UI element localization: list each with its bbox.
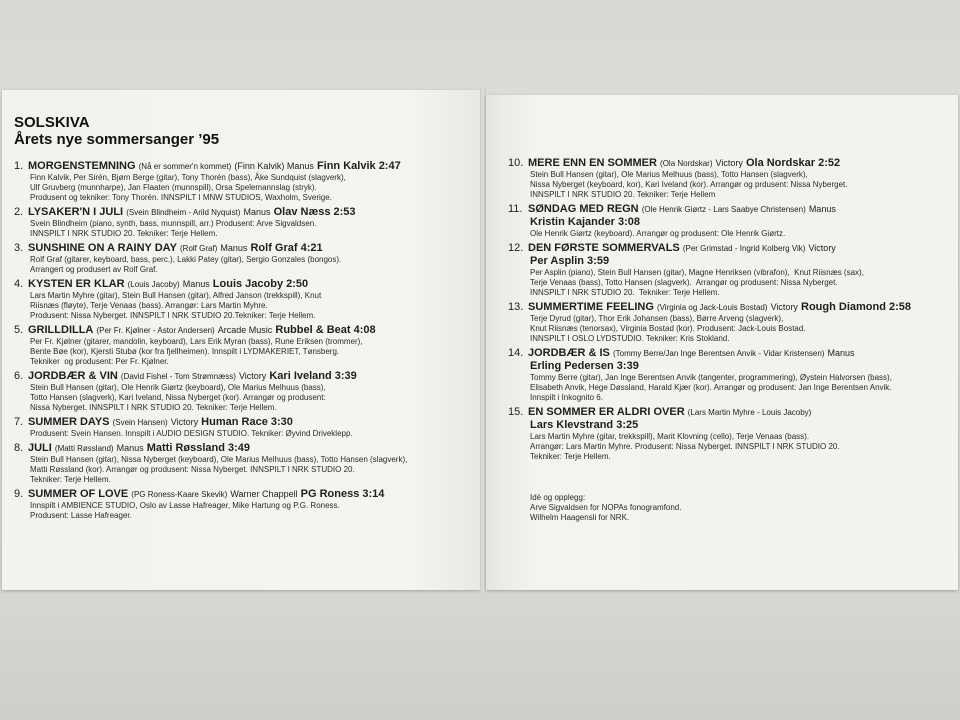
track-entry [14,324,474,367]
track-title: DEN FØRSTE SOMMERVALS [528,242,680,254]
track-number: 6. [14,370,24,382]
track-publisher: Manus [116,443,144,453]
track-list-left [14,160,474,524]
track-number: 9. [14,488,24,500]
track-entry [14,416,474,439]
track-title: JORDBÆR & VIN [28,370,118,382]
track-writers: (Virginia og Jack-Louis Bostad) [656,303,768,312]
track-duration: 3:39 [334,370,357,382]
track-heading [508,242,958,255]
track-publisher: Manus [808,204,836,214]
booklet-left-page [2,90,480,590]
booklet-right-page [486,95,958,590]
track-number: 15. [508,406,524,418]
track-duration: 4:21 [300,242,323,254]
track-entry [14,442,474,485]
track-writers: (Lars Martin Myhre - Louis Jacoby) [687,408,812,417]
track-credits: Stein Bull Hansen (gitar), Nissa Nyberget (keyboard), Ole Marius Melhuus (bass), Totto Hansen (slagverk), Matti Røssland (kor). Arrangør og produsent: Nissa Nyberget. INNSPILT I NRK STUDIO 20. Tekniker: Terje Hellem. [30,455,408,484]
track-publisher: Victory [238,371,267,381]
track-writers: (Per Fr. Kjølner - Astor Andersen) [96,326,215,335]
track-credits: Svein Blindheim (piano, synth, bass, munnspill, arr.) Produsent: Arve Sigvaldsen. INNSPILT I NRK STUDIO 20. Tekniker: Terje Hellem. [30,219,317,238]
album-title [14,114,219,148]
track-writers: (Matti Røssland) [54,444,114,453]
track-credits: Lars Martin Myhre (gitar), Stein Bull Hansen (gitar), Alfred Janson (trekkspill), Knut Riisnæs (fløyte), Terje Venaas (bass). Arrangør: Lars Martin Myhre. Produsent: Nissa Nyberget. INNSPILT I NRK STUDIO 20.Tekniker: Terje Hellem. [30,291,322,320]
track-credits: Rolf Graf (gitarer, keyboard, bass, perc.), Lakki Patey (gitar), Sergio Gonzales (bongos). Arrangert og produsert av Rolf Graf. [30,255,342,274]
track-heading [14,370,474,383]
track-entry [14,160,474,203]
track-entry [14,488,474,521]
track-entry [14,242,474,275]
track-artist-line: Kristin Kajander 3:08 [530,216,641,228]
track-entry [508,406,958,462]
track-duration: 4:08 [353,324,376,336]
track-duration: 3:14 [362,488,385,500]
track-publisher: Arcade Music [217,325,273,335]
track-credits: Per Asplin (piano), Stein Bull Hansen (gitar), Magne Henriksen (vibrafon), Knut Riisnæs (sax), Terje Venaas (bass), Totto Hansen (slagverk). Arrangør og produsent: Nissa Nyberget. INNSPILT I NRK STUDIO 20. Tekniker: Terje Hellem. [530,268,864,297]
track-number: 3. [14,242,24,254]
track-credits: Tommy Berre (gitar), Jan Inge Berentsen Anvik (tangenter, programmering), Øystein Halvorsen (bass), Elisabeth Anvik, Hege Døssland, Harald Kjær (kor). Arrangør og produsent: Jan Inge Berentsen Anvik. Innspilt i Inkognito 6. [530,373,892,402]
track-heading [14,206,474,219]
track-artist: Olav Næss [273,206,331,218]
track-title: KYSTEN ER KLAR [28,278,125,290]
track-credits: Per Fr. Kjølner (gitarer, mandolin, keyboard), Lars Erik Myran (bass), Rune Eriksen (trommer), Bente Bøe (kor), Kjersti Stubø (kor fra fjellheimen). Innspilt i LYDMAKERIET, Tønsberg. Tekniker og produsent: Per Fr. Kjølner. [30,337,363,366]
track-heading [14,278,474,291]
track-artist: Kari Iveland [269,370,332,382]
track-duration: 2:47 [378,160,401,172]
track-credits: Finn Kalvik, Per Sirén, Bjørn Berge (gitar), Tony Thorén (bass), Åke Sundquist (slagverk), Ulf Gruvberg (munnharpe), Jan Flaaten (munnspill), Orsa Spelemannslag (stryk). Produsent og tekniker: Tony Thorén. INNSPILT I MNW STUDIOS, Waxholm, Sverige. [30,173,346,202]
track-artist: Finn Kalvik [316,160,376,172]
track-list-right [508,157,958,465]
track-heading [508,203,958,216]
track-credits: Stein Bull Hansen (gitar), Ole Henrik Giørtz (keyboard), Ole Marius Melhuus (bass), Totto Hansen (slagverk), Kari Iveland, Nissa Nyberget (kor). Arrangør og produsent: Nissa Nyberget. INNSPILT I NRK STUDIO 20. Tekniker: Terje Hellem. [30,383,326,412]
track-writers: (Ola Nordskar) [660,159,713,168]
track-duration: 2:58 [889,301,912,313]
track-heading [14,416,474,429]
track-heading [14,488,474,501]
track-artist: Rough Diamond [801,301,886,313]
track-entry [508,301,958,344]
track-heading [14,242,474,255]
track-number: 12. [508,242,524,254]
track-credits: Innspilt i AMBIENCE STUDIO, Oslo av Lasse Hafreager, Mike Hartung og P.G. Roness. Produsent: Lasse Hafreager. [30,501,340,520]
track-duration: 3:30 [270,416,293,428]
track-duration: 2:53 [333,206,356,218]
track-artist-line: Erling Pedersen 3:39 [530,360,639,372]
track-number: 5. [14,324,24,336]
track-heading [508,347,958,360]
track-heading [14,160,474,173]
track-heading [14,324,474,337]
track-writers: (Tommy Berre/Jan Inge Berentsen Anvik - Vidar Kristensen) [612,349,825,358]
track-heading [508,301,958,314]
track-artist: Matti Røssland [146,442,225,454]
track-writers: (David Fishel - Tom Strømnæss) [120,372,236,381]
track-duration: 2:50 [286,278,309,290]
track-artist: Ola Nordskar [745,157,816,169]
track-writers: (PG Roness-Kaare Skevik) [131,490,228,499]
track-number: 4. [14,278,24,290]
track-entry [14,278,474,321]
track-credits: Stein Bull Hansen (gitar), Ole Marius Melhuus (bass), Totto Hansen (slagverk), Nissa Nyberget (keyboard, kor), Kari Iveland (kor). Arrangør og prdusent: Nissa Nyberget. INNSPILT I NRK STUDIO 20. Tekniker: Terje Hellem [530,170,848,199]
track-number: 7. [14,416,24,428]
track-writers: (Louis Jacoby) [127,280,180,289]
track-artist: Louis Jacoby [212,278,284,290]
track-publisher: Manus [243,207,271,217]
track-artist: Human Race [201,416,268,428]
credits-footer: Idé og opplegg: Arve Sigvaldsen for NOPAs fonogramfond. Wilhelm Haagensli for NRK. [530,493,682,522]
track-entry [14,370,474,413]
track-publisher: Manus [827,348,855,358]
track-publisher: Victory [715,158,743,168]
track-artist: Rolf Graf [250,242,298,254]
track-publisher: Victory [170,417,199,427]
track-entry [508,347,958,403]
track-title: SØNDAG MED REGN [528,203,639,215]
track-credits: Lars Martin Myhre (gitar, trekkspill), Marit Klovning (cello), Terje Venaas (bass). Arrangør: Lars Martin Myhre. Produsent: Nissa Nyberget. INNSPILT I NRK STUDIO 20. Tekniker: Terje Hellem. [530,432,840,461]
track-artist-line: Per Asplin 3:59 [530,255,610,267]
track-title: MORGENSTEMNING [28,160,136,172]
track-number: 1. [14,160,24,172]
track-title: EN SOMMER ER ALDRI OVER [528,406,685,418]
track-heading [508,157,958,170]
track-title: SUNSHINE ON A RAINY DAY [28,242,177,254]
track-publisher: Victory [808,243,836,253]
track-writers: (Svein Blindheim - Arild Nyquist) [126,208,241,217]
track-entry [508,203,958,239]
track-title: MERE ENN EN SOMMER [528,157,657,169]
track-writers: (Per Grimstad - Ingrid Kolberg Vik) [682,244,806,253]
track-number: 8. [14,442,24,454]
track-entry [14,206,474,239]
track-publisher: Manus [182,279,210,289]
track-title: JULI [28,442,52,454]
album-title-line-1: SOLSKIVA [14,114,90,131]
track-writers: (Nå er sommer'n kommet) [138,162,232,171]
track-writers: (Rolf Graf) [180,244,218,253]
track-credits: Terje Dyrud (gitar), Thor Erik Johansen (bass), Børre Arveng (slagverk), Knut Riisnæs (tenorsax), Virginia Bostad (kor). Produsent: Jack-Louis Bostad. INNSPILT I OSLO LYDSTUDIO. Tekniker: Kris Stokland. [530,314,806,343]
track-number: 11. [508,203,523,215]
track-heading [508,406,958,419]
track-artist: PG Roness [300,488,360,500]
track-title: JORDBÆR & IS [528,347,610,359]
track-artist: Rubbel & Beat [275,324,351,336]
track-title: GRILLDILLA [28,324,94,336]
track-number: 10. [508,157,524,169]
track-publisher: Victory [770,302,798,312]
track-title: LYSAKER'N I JULI [28,206,124,218]
track-number: 14. [508,347,524,359]
track-number: 2. [14,206,24,218]
track-number: 13. [508,301,524,313]
track-writers: (Svein Hansen) [112,418,168,427]
track-artist-line: Lars Klevstrand 3:25 [530,419,639,431]
track-publisher: (Finn Kalvik) Manus [234,161,314,171]
track-duration: 2:52 [818,157,841,169]
track-duration: 3:49 [228,442,251,454]
track-publisher: Manus [220,243,248,253]
track-title: SUMMERTIME FEELING [528,301,654,313]
track-heading [14,442,474,455]
track-entry [508,242,958,298]
track-entry [508,157,958,200]
track-writers: (Ole Henrik Giørtz - Lars Saabye Christensen) [641,205,806,214]
track-publisher: Warner Chappell [230,489,298,499]
track-title: SUMMER DAYS [28,416,110,428]
track-credits: Produsent: Svein Hansen. Innspilt i AUDIO DESIGN STUDIO. Tekniker: Øyvind Driveklepp. [30,429,353,438]
track-title: SUMMER OF LOVE [28,488,129,500]
album-title-line-2: Årets nye sommersanger ’95 [14,131,220,148]
track-credits: Ole Henrik Giørtz (keyboard). Arrangør og produsent: Ole Henrik Giørtz. [530,229,786,238]
